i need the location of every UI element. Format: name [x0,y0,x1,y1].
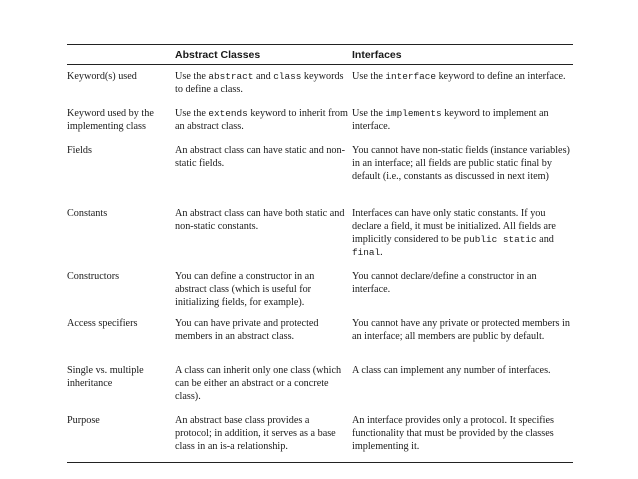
row-label: Access specifiers [67,318,138,329]
row-label: Constants [67,208,108,219]
table-row [67,409,573,462]
code-keyword: class [273,71,302,82]
interface-cell: You cannot declare/define a constructor in an interface. [352,271,537,295]
row-label: Keyword(s) used [67,71,137,82]
comparison-table [67,44,573,463]
table-row [67,312,573,359]
interface-cell: A class can implement any number of interfaces. [352,365,551,376]
header-col-abstract-classes: Abstract Classes [175,48,261,61]
abstract-class-cell: Use the abstract and class keywords to define a class. [175,71,344,95]
table-row [67,202,573,265]
table-row [67,102,573,139]
abstract-class-cell: An abstract base class provides a protocol; in addition, it serves as a base class in an is-a relationship. [175,415,336,452]
row-label: Purpose [67,415,100,426]
table-row [67,359,573,409]
interface-cell: Use the interface keyword to define an interface. [352,71,566,82]
row-label: Single vs. multiple inheritance [67,365,144,389]
interface-cell: Use the implements keyword to implement an interface. [352,108,549,132]
code-keyword: interface [385,71,437,82]
code-keyword: public static [463,234,537,245]
abstract-class-cell: An abstract class can have static and non-static fields. [175,145,346,169]
table-row [67,265,573,312]
code-keyword: abstract [208,71,254,82]
header-col-interfaces: Interfaces [352,48,402,61]
interface-cell: Interfaces can have only static constants. If you declare a field, it must be initialized. All fields are implicitly considered to be public static and final. [352,208,556,258]
abstract-class-cell: An abstract class can have both static and non-static constants. [175,208,345,232]
row-label: Fields [67,145,92,156]
row-label: Keyword used by the implementing class [67,108,154,132]
interface-cell: You cannot have any private or protected members in an interface; all members are public by default. [352,318,570,342]
abstract-class-cell: You can have private and protected members in an abstract class. [175,318,319,342]
code-keyword: extends [208,108,248,119]
table-header [67,45,573,65]
interface-cell: You cannot have non-static fields (instance variables) in an interface; all fields are public static final by default (i.e., constants as discussed in next item) [352,145,570,182]
table-row [67,139,573,202]
code-keyword: final [352,247,381,258]
code-keyword: implements [385,108,442,119]
table-row [67,65,573,102]
abstract-class-cell: You can define a constructor in an abstract class (which is useful for initializing fields, for example). [175,271,315,308]
table-body [67,65,573,462]
abstract-class-cell: Use the extends keyword to inherit from an abstract class. [175,108,348,132]
interface-cell: An interface provides only a protocol. It specifies functionality that must be provided by the classes implementing it. [352,415,554,452]
abstract-class-cell: A class can inherit only one class (which can be either an abstract or a concrete class). [175,365,342,402]
row-label: Constructors [67,271,120,282]
